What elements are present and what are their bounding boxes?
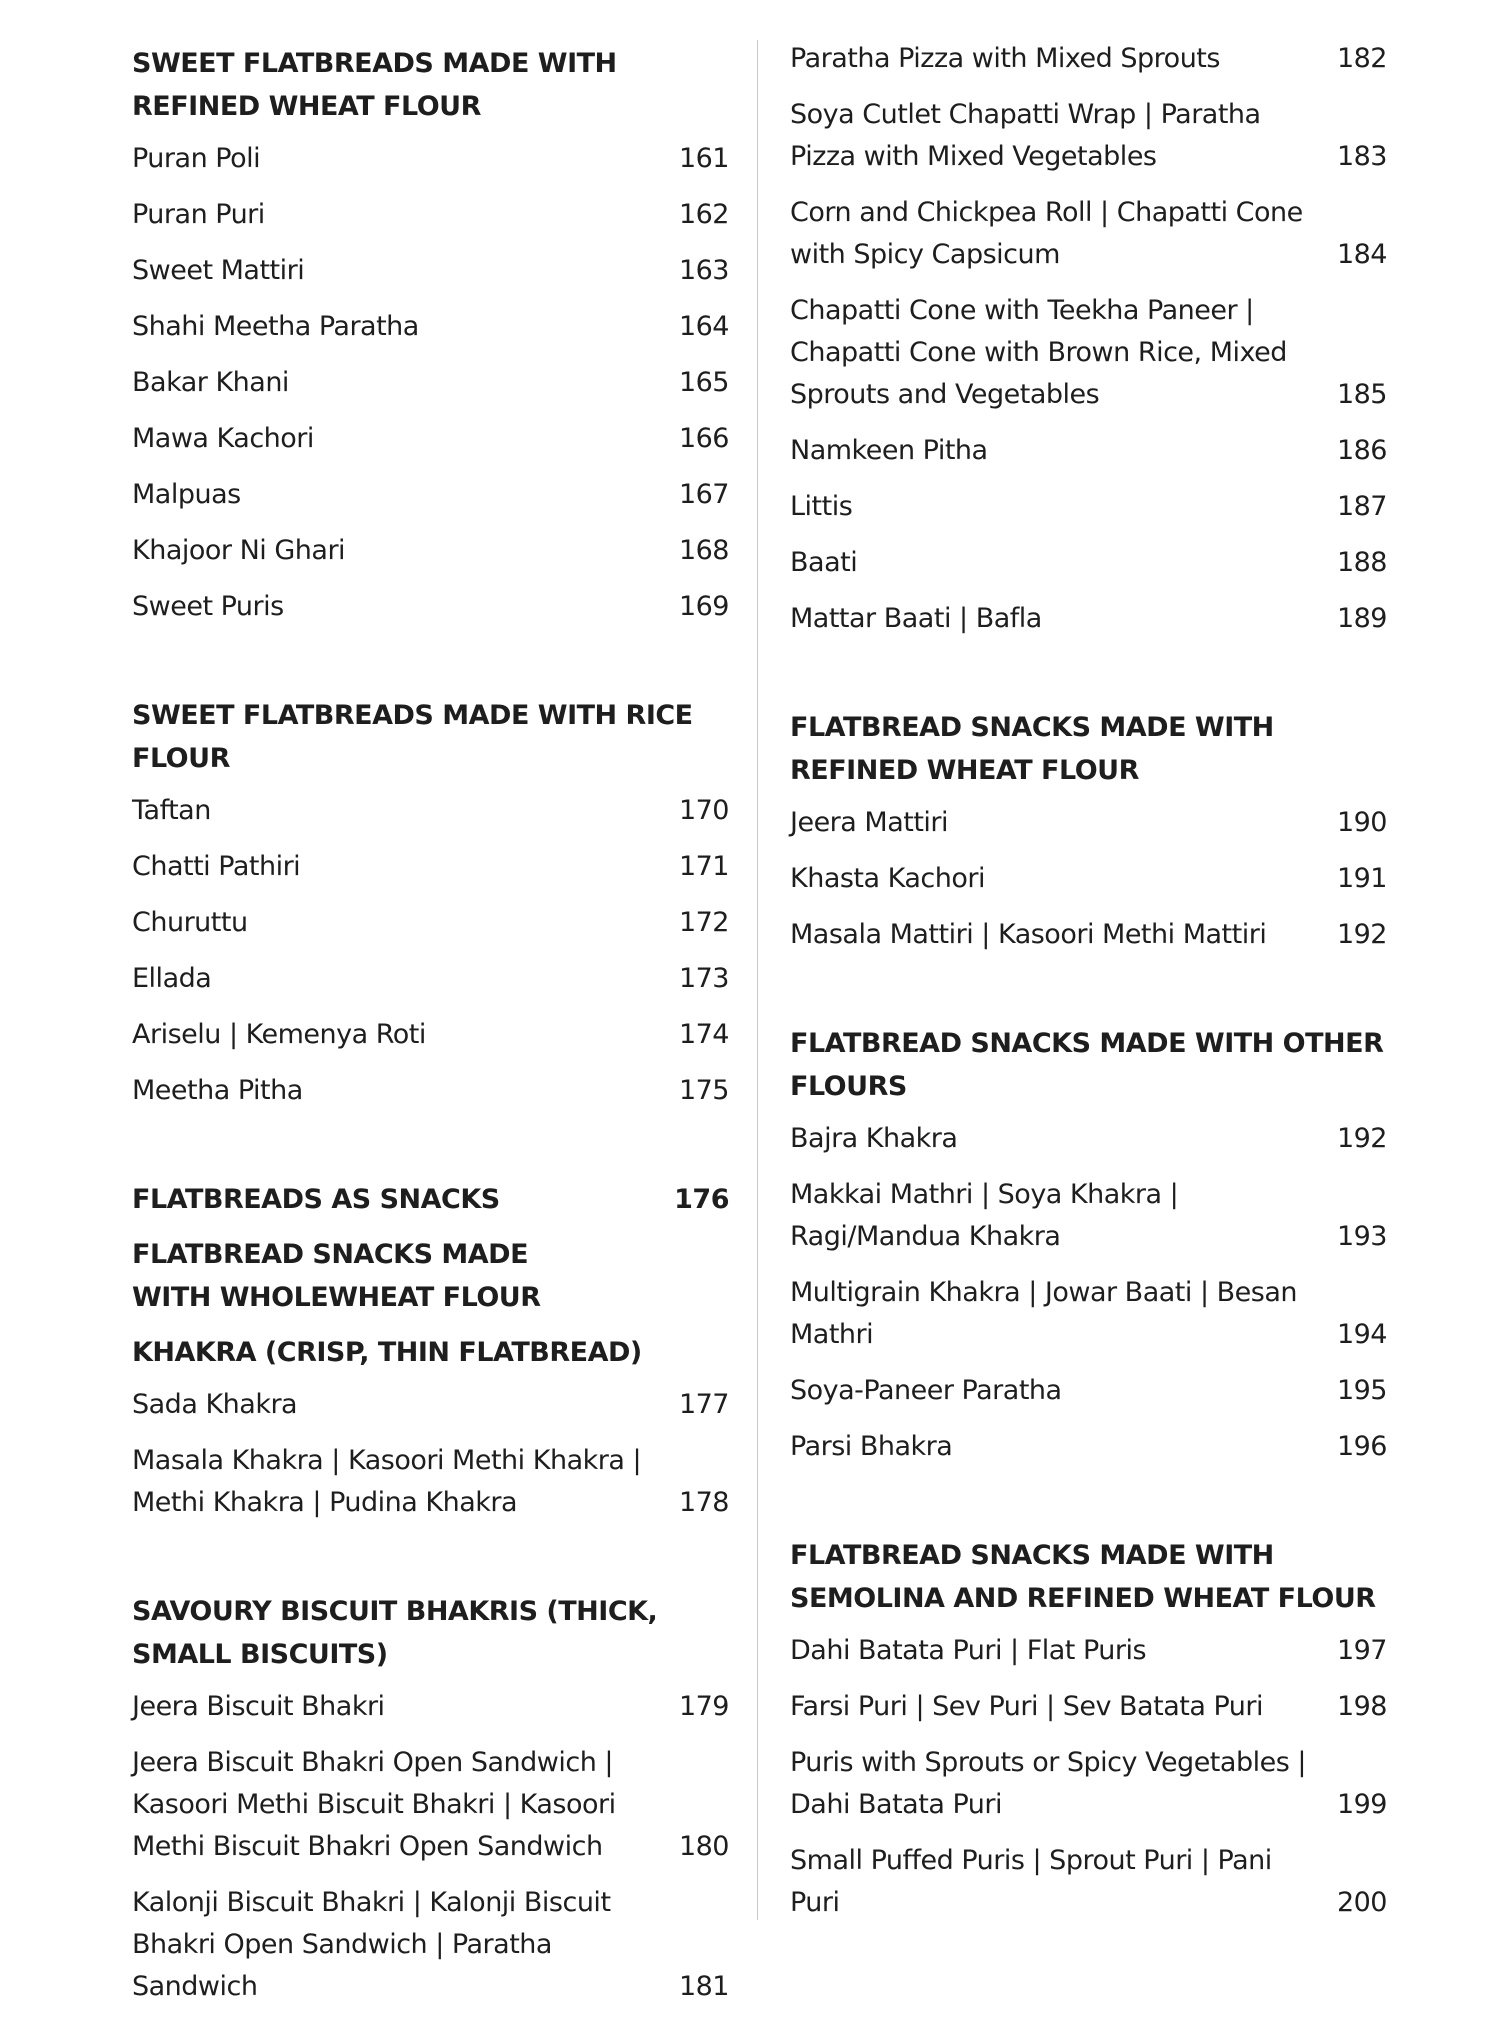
section-snacks-other-flours — [790, 1018, 1387, 1468]
entry-title: Soya-Paneer Paratha — [790, 1375, 1062, 1406]
toc-entry[interactable] — [790, 1370, 1387, 1412]
entry-page: 178 — [678, 1487, 729, 1518]
toc-entry[interactable] — [790, 1174, 1387, 1258]
entry-list — [790, 802, 1387, 956]
entry-title: Puris with Sprouts or Spicy Vegetables | Dahi Batata Puri — [790, 1747, 1306, 1820]
entry-page: 173 — [678, 963, 729, 994]
entry-title: Masala Khakra | Kasoori Methi Khakra | Methi Khakra | Pudina Khakra — [132, 1445, 642, 1518]
entry-page: 165 — [678, 367, 729, 398]
entry-title: Parsi Bhakra — [790, 1431, 953, 1462]
section-snacks-semolina — [790, 1530, 1387, 1924]
entry-title: Corn and Chickpea Roll | Chapatti Cone with Spicy Capsicum — [790, 197, 1303, 270]
heading-page: 176 — [674, 1184, 729, 1215]
entry-page: 174 — [678, 1019, 729, 1050]
entry-title: Jeera Mattiri — [790, 807, 949, 838]
toc-entry[interactable] — [132, 1742, 729, 1868]
entry-page: 190 — [1336, 807, 1387, 838]
entry-title: Khajoor Ni Ghari — [132, 535, 346, 566]
toc-entry[interactable] — [132, 846, 729, 888]
entry-page: 167 — [678, 479, 729, 510]
entry-page: 184 — [1336, 239, 1387, 270]
toc-entry[interactable] — [790, 1630, 1387, 1672]
entry-page: 191 — [1336, 863, 1387, 894]
entry-list — [790, 1118, 1387, 1468]
entry-title: Bakar Khani — [132, 367, 289, 398]
entry-page: 193 — [1336, 1221, 1387, 1252]
entry-title: Jeera Biscuit Bhakri Open Sandwich | Kasoori Methi Biscuit Bhakri | Kasoori Methi Biscuit Bhakri Open Sandwich — [132, 1747, 616, 1862]
section-heading: FLATBREAD SNACKS MADE WITH OTHER FLOURS — [790, 1028, 1384, 1102]
subheading: FLATBREAD SNACKS MADE WITH WHOLEWHEAT FLOUR — [132, 1239, 541, 1313]
entry-page: 194 — [1336, 1319, 1387, 1350]
entry-title: Masala Mattiri | Kasoori Methi Mattiri — [790, 919, 1267, 950]
entry-list — [790, 1630, 1387, 1924]
entry-title: Shahi Meetha Paratha — [132, 311, 419, 342]
entry-page: 177 — [678, 1389, 729, 1420]
section-snacks-refined — [790, 702, 1387, 956]
toc-entry[interactable] — [790, 430, 1387, 472]
entry-title: Puran Poli — [132, 143, 261, 174]
toc-entry[interactable] — [790, 1426, 1387, 1468]
entry-list — [132, 138, 729, 628]
toc-entry[interactable] — [790, 38, 1387, 80]
entry-title: Namkeen Pitha — [790, 435, 988, 466]
toc-entry[interactable] — [790, 598, 1387, 640]
entry-title: Mattar Baati | Bafla — [790, 603, 1042, 634]
entry-page: 199 — [1336, 1789, 1387, 1820]
entry-title: Ariselu | Kemenya Roti — [132, 1019, 426, 1050]
entry-list — [790, 38, 1387, 640]
entry-title: Taftan — [132, 795, 211, 826]
section-continued — [790, 38, 1387, 640]
section-savoury-biscuit-bhakris — [132, 1586, 729, 2008]
entry-page: 181 — [678, 1971, 729, 2002]
entry-page: 195 — [1336, 1375, 1387, 1406]
entry-page: 169 — [678, 591, 729, 622]
entry-title: Littis — [790, 491, 853, 522]
entry-title: Baati — [790, 547, 858, 578]
toc-entry[interactable] — [790, 1118, 1387, 1160]
entry-page: 196 — [1336, 1431, 1387, 1462]
entry-page: 192 — [1336, 919, 1387, 950]
toc-entry[interactable] — [132, 474, 729, 516]
entry-title: Multigrain Khakra | Jowar Baati | Besan Mathri — [790, 1277, 1297, 1350]
entry-title: Bajra Khakra — [790, 1123, 958, 1154]
entry-page: 185 — [1336, 379, 1387, 410]
entry-page: 170 — [678, 795, 729, 826]
toc-entry[interactable] — [790, 290, 1387, 416]
entry-title: Sweet Mattiri — [132, 255, 305, 286]
toc-entry[interactable] — [132, 138, 729, 180]
entry-page: 164 — [678, 311, 729, 342]
entry-title: Mawa Kachori — [132, 423, 314, 454]
entry-list — [132, 790, 729, 1112]
entry-page: 171 — [678, 851, 729, 882]
entry-title: Sweet Puris — [132, 591, 284, 622]
subheading: KHAKRA (CRISP, THIN FLATBREAD) — [132, 1337, 642, 1368]
toc-entry[interactable] — [132, 1070, 729, 1112]
section-heading: SWEET FLATBREADS MADE WITH REFINED WHEAT FLOUR — [132, 48, 617, 122]
toc-entry[interactable] — [132, 902, 729, 944]
entry-title: Kalonji Biscuit Bhakri | Kalonji Biscuit Bhakri Open Sandwich | Paratha Sandwich — [132, 1887, 611, 2002]
entry-title: Paratha Pizza with Mixed Sprouts — [790, 43, 1220, 74]
entry-page: 197 — [1336, 1635, 1387, 1666]
toc-entry[interactable] — [132, 530, 729, 572]
section-heading: SAVOURY BISCUIT BHAKRIS (THICK, SMALL BISCUITS) — [132, 1596, 658, 1670]
entry-title: Meetha Pitha — [132, 1075, 303, 1106]
entry-page: 168 — [678, 535, 729, 566]
toc-entry[interactable] — [132, 418, 729, 460]
entry-page: 161 — [678, 143, 729, 174]
toc-entry[interactable] — [790, 1742, 1387, 1826]
entry-title: Chatti Pathiri — [132, 851, 301, 882]
section-sweet-rice — [132, 690, 729, 1112]
toc-entry[interactable] — [790, 192, 1387, 276]
toc-entry[interactable] — [132, 306, 729, 348]
toc-entry[interactable] — [790, 1272, 1387, 1356]
entry-title: Dahi Batata Puri | Flat Puris — [790, 1635, 1147, 1666]
entry-list — [132, 1686, 729, 2008]
entry-title: Small Puffed Puris | Sprout Puri | Pani Puri — [790, 1845, 1272, 1918]
entry-page: 172 — [678, 907, 729, 938]
entry-page: 189 — [1336, 603, 1387, 634]
toc-entry[interactable] — [790, 486, 1387, 528]
entry-page: 179 — [678, 1691, 729, 1722]
toc-entry[interactable] — [132, 958, 729, 1000]
entry-page: 200 — [1336, 1887, 1387, 1918]
toc-entry[interactable] — [790, 802, 1387, 844]
entry-page: 192 — [1336, 1123, 1387, 1154]
toc-entry[interactable] — [132, 1384, 729, 1426]
toc-entry[interactable] — [132, 1686, 729, 1728]
toc-entry[interactable] — [132, 362, 729, 404]
entry-page: 188 — [1336, 547, 1387, 578]
toc-entry[interactable] — [790, 1840, 1387, 1924]
column-divider — [757, 40, 758, 1920]
entry-title: Ellada — [132, 963, 212, 994]
entry-title: Puran Puri — [132, 199, 265, 230]
entry-page: 166 — [678, 423, 729, 454]
toc-entry[interactable] — [132, 1014, 729, 1056]
entry-title: Khasta Kachori — [790, 863, 985, 894]
entry-title: Chapatti Cone with Teekha Paneer | Chapatti Cone with Brown Rice, Mixed Sprouts and Vegetables — [790, 295, 1287, 410]
entry-page: 186 — [1336, 435, 1387, 466]
entry-title: Sada Khakra — [132, 1389, 298, 1420]
toc-entry[interactable] — [790, 858, 1387, 900]
toc-entry-heading[interactable] — [132, 1174, 729, 1221]
entry-page: 183 — [1336, 141, 1387, 172]
section-flatbreads-as-snacks — [132, 1174, 729, 1524]
toc-entry[interactable] — [790, 542, 1387, 584]
entry-title: Malpuas — [132, 479, 241, 510]
left-column — [132, 38, 729, 2022]
section-heading: SWEET FLATBREADS MADE WITH RICE FLOUR — [132, 700, 693, 774]
entry-title: Makkai Mathri | Soya Khakra | Ragi/Mandua Khakra — [790, 1179, 1179, 1252]
entry-title: Farsi Puri | Sev Puri | Sev Batata Puri — [790, 1691, 1263, 1722]
section-heading: FLATBREAD SNACKS MADE WITH SEMOLINA AND REFINED WHEAT FLOUR — [790, 1540, 1376, 1614]
toc-entry[interactable] — [132, 586, 729, 628]
entry-page: 198 — [1336, 1691, 1387, 1722]
entry-list — [132, 1384, 729, 1524]
toc-entry[interactable] — [132, 194, 729, 236]
entry-title: Soya Cutlet Chapatti Wrap | Paratha Pizza with Mixed Vegetables — [790, 99, 1261, 172]
section-sweet-refined — [132, 38, 729, 628]
toc-entry[interactable] — [132, 1440, 729, 1524]
section-heading: FLATBREADS AS SNACKS — [132, 1184, 500, 1215]
entry-title: Jeera Biscuit Bhakri — [132, 1691, 385, 1722]
entry-page: 187 — [1336, 491, 1387, 522]
toc-entry[interactable] — [790, 1686, 1387, 1728]
toc-entry[interactable] — [132, 1882, 729, 2008]
entry-page: 162 — [678, 199, 729, 230]
entry-page: 180 — [678, 1831, 729, 1862]
toc-entry[interactable] — [132, 790, 729, 832]
section-heading: FLATBREAD SNACKS MADE WITH REFINED WHEAT FLOUR — [790, 712, 1274, 786]
entry-title: Churuttu — [132, 907, 248, 938]
toc-entry[interactable] — [790, 94, 1387, 178]
toc-entry[interactable] — [790, 914, 1387, 956]
entry-page: 182 — [1336, 43, 1387, 74]
entry-page: 175 — [678, 1075, 729, 1106]
entry-page: 163 — [678, 255, 729, 286]
right-column — [790, 38, 1387, 1938]
toc-entry[interactable] — [132, 250, 729, 292]
